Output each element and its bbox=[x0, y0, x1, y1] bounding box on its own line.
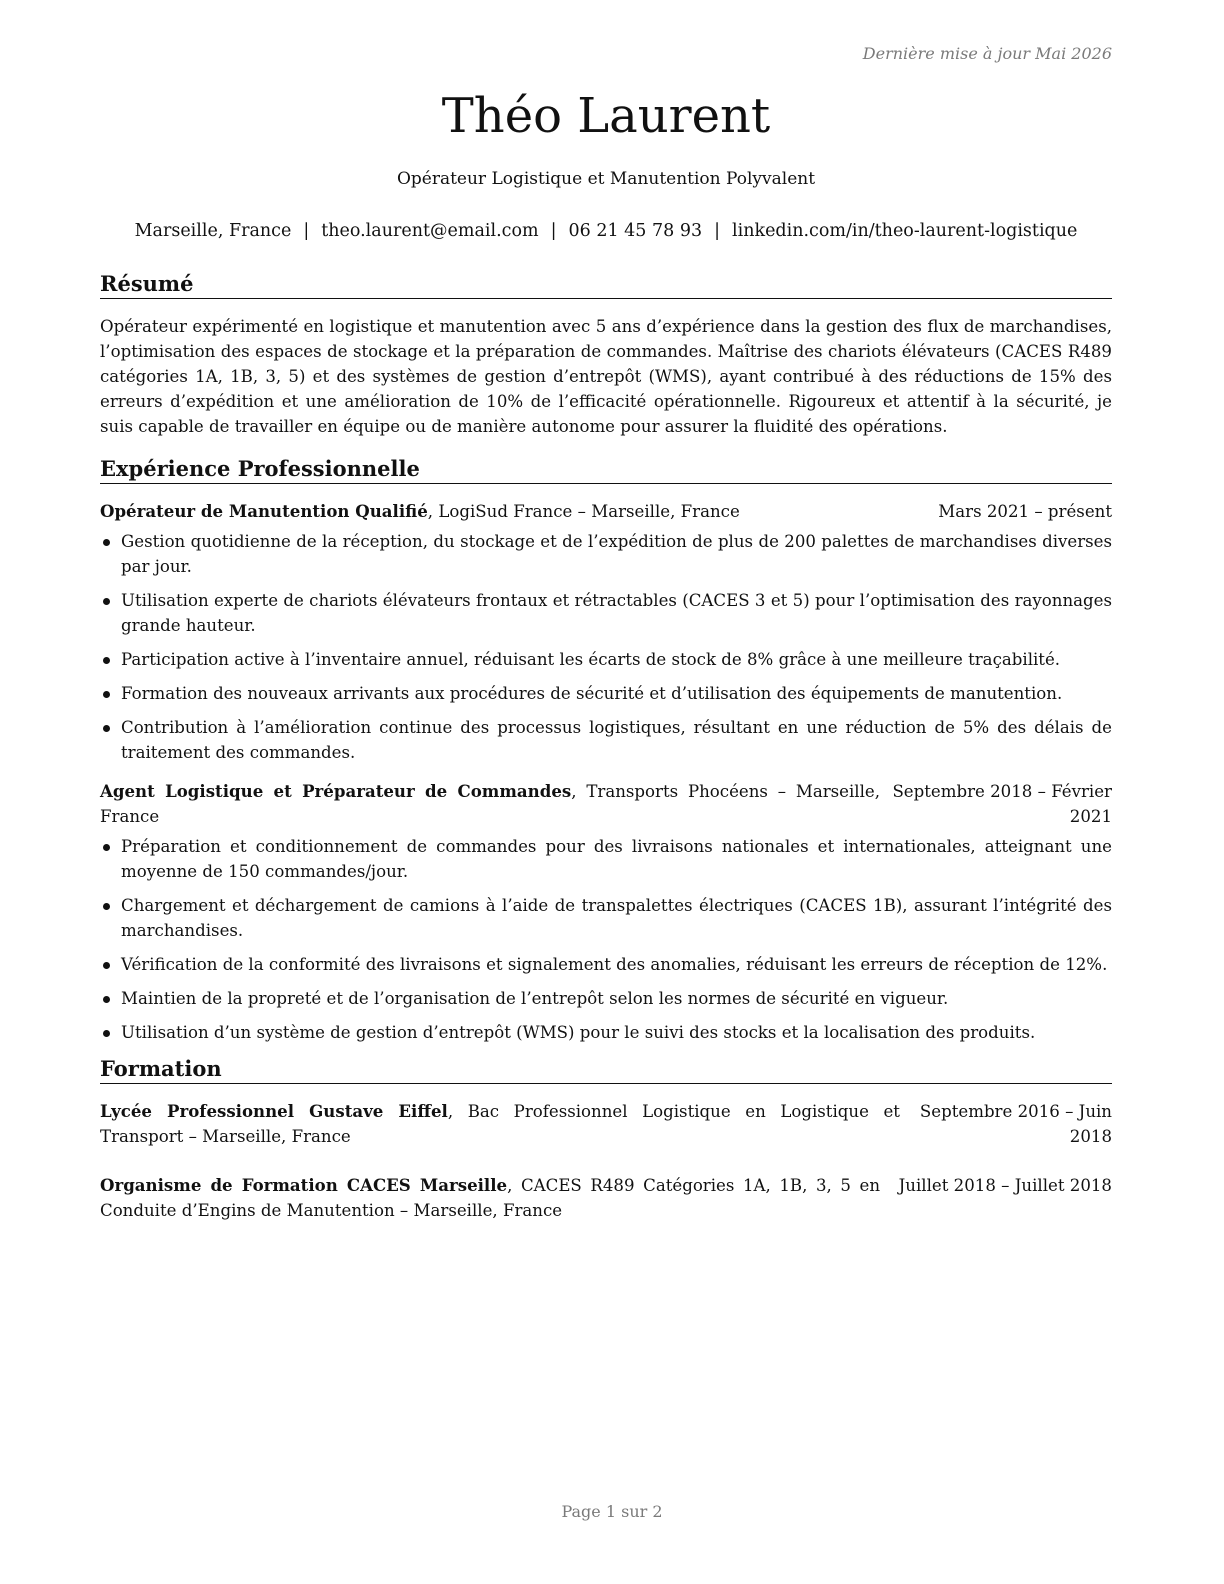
list-item bbox=[100, 986, 1112, 1011]
job-dates: Mars 2021 – présent bbox=[938, 502, 1112, 521]
education-entry bbox=[100, 1099, 1112, 1149]
job-dates: Septembre 2018 – Février 2021 bbox=[892, 782, 1112, 826]
list-item bbox=[100, 681, 1112, 706]
education-dates: Juillet 2018 – Juillet 2018 bbox=[898, 1176, 1112, 1195]
job-header bbox=[100, 779, 1112, 829]
last-updated: Dernière mise à jour Mai 2026 bbox=[862, 44, 1112, 63]
contact-linkedin[interactable]: linkedin.com/in/theo-laurent-logistique bbox=[732, 221, 1078, 241]
education-dates: Septembre 2016 – Juin 2018 bbox=[919, 1102, 1112, 1146]
bullet-icon bbox=[103, 903, 110, 910]
bullet-icon bbox=[103, 598, 110, 605]
bullet-icon bbox=[103, 725, 110, 732]
job-company: , LogiSud France – Marseille, France bbox=[427, 502, 740, 521]
job-title-line bbox=[100, 499, 920, 524]
contact-separator: | bbox=[550, 221, 557, 241]
job-bullets bbox=[100, 529, 1112, 774]
section-title-education: Formation bbox=[100, 1056, 1112, 1084]
education-title-line bbox=[100, 1173, 880, 1223]
bullet-text: Utilisation d’un système de gestion d’entrepôt (WMS) pour le suivi des stocks et la localisation des produits. bbox=[121, 1023, 1036, 1042]
candidate-title: Opérateur Logistique et Manutention Polyvalent bbox=[396, 169, 816, 189]
bullet-text: Vérification de la conformité des livraisons et signalement des anomalies, réduisant les erreurs de réception de 12%. bbox=[121, 955, 1108, 974]
list-item bbox=[100, 647, 1112, 672]
education-detail: , Bac Professionnel Logistique en Logistique et Transport – Marseille, France bbox=[100, 1102, 900, 1146]
bullet-text: Chargement et déchargement de camions à l’aide de transpalettes électriques (CACES 1B), assurant l’intégrité des marchandises. bbox=[121, 896, 1112, 940]
job-title-line bbox=[100, 779, 880, 829]
page-number: Page 1 sur 2 bbox=[561, 1502, 663, 1521]
job-company: , Transports Phocéens – Marseille, France bbox=[100, 782, 880, 826]
bullet-text: Utilisation experte de chariots élévateurs frontaux et rétractables (CACES 3 et 5) pour l’optimisation des rayonnages grande hauteur. bbox=[121, 591, 1112, 635]
bullet-icon bbox=[103, 844, 110, 851]
section-title-summary: Résumé bbox=[100, 271, 1112, 299]
contact-location: Marseille, France bbox=[134, 221, 292, 241]
summary-text: Opérateur expérimenté en logistique et manutention avec 5 ans d’expérience dans la gestion des flux de marchandises, l’optimisation des espaces de stockage et la préparation de commandes. Maîtrise des chariots élévateurs (CACES R489 catégories 1A, 1B, 3, 5) et des systèmes de gestion d’entrepôt (WMS), ayant contribué à des réductions de 15% des erreurs d’expédition et une amélioration de 10% de l’efficacité opérationnelle. Rigoureux et attentif à la sécurité, je suis capable de travailler en équipe ou de manière autonome pour assurer la fluidité des opérations. bbox=[100, 317, 1112, 436]
list-item bbox=[100, 952, 1112, 977]
list-item bbox=[100, 834, 1112, 884]
education-school: Lycée Professionnel Gustave Eiffel bbox=[100, 1101, 448, 1121]
contact-email[interactable]: theo.laurent@email.com bbox=[321, 221, 539, 241]
education-school: Organisme de Formation CACES Marseille bbox=[100, 1175, 508, 1195]
bullet-text: Préparation et conditionnement de commandes pour des livraisons nationales et internationales, atteignant une moyenne de 150 commandes/jour. bbox=[121, 837, 1112, 881]
bullet-icon bbox=[103, 691, 110, 698]
bullet-icon bbox=[103, 996, 110, 1003]
list-item bbox=[100, 588, 1112, 638]
section-title-experience: Expérience Professionnelle bbox=[100, 456, 1112, 484]
candidate-name: Théo Laurent bbox=[441, 88, 771, 144]
bullet-text: Contribution à l’amélioration continue des processus logistiques, résultant en une réduction de 5% des délais de traitement des commandes. bbox=[121, 718, 1112, 762]
job-role: Opérateur de Manutention Qualifié bbox=[100, 501, 428, 521]
job-bullets bbox=[100, 834, 1112, 1054]
bullet-text: Participation active à l’inventaire annuel, réduisant les écarts de stock de 8% grâce à une meilleure traçabilité. bbox=[121, 650, 1061, 669]
contact-line bbox=[100, 219, 1112, 243]
bullet-icon bbox=[103, 657, 110, 664]
bullet-text: Maintien de la propreté et de l’organisation de l’entrepôt selon les normes de sécurité en vigueur. bbox=[121, 989, 949, 1008]
contact-phone: 06 21 45 78 93 bbox=[568, 221, 703, 241]
bullet-icon bbox=[103, 539, 110, 546]
bullet-text: Gestion quotidienne de la réception, du stockage et de l’expédition de plus de 200 palettes de marchandises diverses par jour. bbox=[121, 532, 1112, 576]
job-header bbox=[100, 499, 1112, 524]
education-detail: , CACES R489 Catégories 1A, 1B, 3, 5 en Conduite d’Engins de Manutention – Marseille, France bbox=[100, 1176, 880, 1220]
bullet-text: Formation des nouveaux arrivants aux procédures de sécurité et d’utilisation des équipements de manutention. bbox=[121, 684, 1063, 703]
education-title-line bbox=[100, 1099, 900, 1149]
contact-separator: | bbox=[303, 221, 310, 241]
list-item bbox=[100, 715, 1112, 765]
job-role: Agent Logistique et Préparateur de Commandes bbox=[100, 781, 572, 801]
list-item bbox=[100, 1020, 1112, 1045]
bullet-icon bbox=[103, 962, 110, 969]
bullet-icon bbox=[103, 1030, 110, 1037]
list-item bbox=[100, 893, 1112, 943]
education-entry bbox=[100, 1173, 1112, 1223]
list-item bbox=[100, 529, 1112, 579]
contact-separator: | bbox=[714, 221, 720, 241]
